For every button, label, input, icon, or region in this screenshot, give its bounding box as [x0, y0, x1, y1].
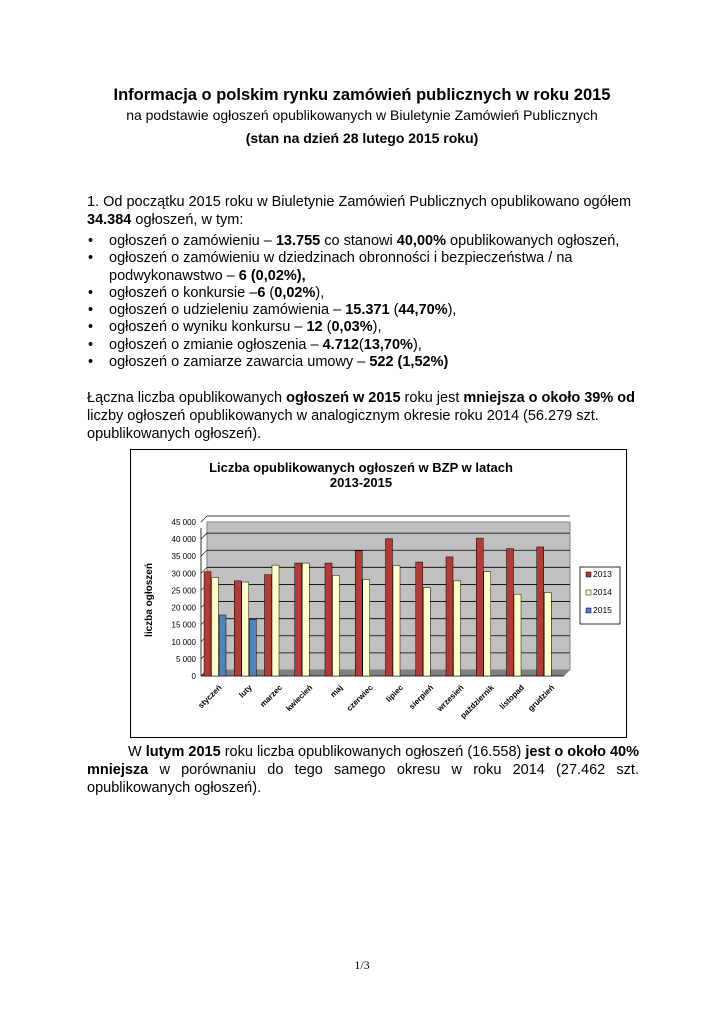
february-text: roku liczba opublikowanych ogłoszeń (16.558) [220, 744, 526, 760]
bar-2014 [393, 565, 400, 676]
list-item-text: ogłoszeń o zmianie ogłoszenia – [109, 336, 323, 353]
list-item [87, 250, 639, 285]
list-item-text: opublikowanych ogłoszeń, [445, 233, 620, 249]
document-title: Informacja o polskim rynku zamówień publicznych w roku 2015 [113, 86, 611, 104]
bar-2013 [355, 551, 362, 676]
y-tick-label: 35 000 [171, 552, 196, 562]
bar-2013 [234, 581, 241, 676]
x-tick-label: styczeń [196, 683, 224, 711]
list-item-text: co stanowi [320, 233, 397, 249]
list-item-text: ), [412, 336, 422, 353]
bar-chart [131, 450, 626, 737]
bar-2014 [484, 572, 491, 676]
list-item-count: 6 [257, 284, 266, 301]
x-tick-label: lipiec [384, 683, 406, 704]
list-item-text: ( [322, 319, 332, 336]
legend-label-2015: 2015 [593, 605, 612, 615]
legend-swatch-2015 [586, 608, 591, 613]
bar-2014 [454, 581, 461, 676]
bar-2013 [265, 575, 272, 676]
bar-2014 [544, 592, 551, 676]
bar-2013 [476, 538, 483, 676]
summary-text: liczby ogłoszeń opublikowanych w analogicznym okresie roku 2014 (56.279 szt. opublikowanych ogłoszeń). [87, 408, 599, 442]
bar-2014 [302, 563, 309, 676]
bar-2015 [219, 615, 226, 676]
y-tick-label: 30 000 [171, 569, 196, 579]
list-item-text: ogłoszeń o zamiarze zawarcia umowy – [109, 354, 370, 371]
intro-total: 34.384 [87, 212, 132, 228]
x-tick-label: marzec [258, 683, 285, 709]
bar-2013 [295, 563, 302, 676]
x-tick-label: maj [328, 683, 345, 700]
y-tick-label: 15 000 [171, 620, 196, 630]
bar-2013 [507, 549, 514, 676]
y-tick-label: 20 000 [171, 603, 196, 613]
list-item-text: ogłoszeń o udzieleniu zamówienia – [109, 302, 346, 319]
list-item-text: ( [265, 284, 275, 301]
bar-2013 [537, 547, 544, 676]
list-item-text: ogłoszeń o konkursie – [109, 284, 258, 301]
intro-paragraph [87, 193, 639, 229]
x-tick-label: listopad [497, 683, 527, 712]
bar-2015 [249, 619, 256, 676]
february-text: w porównaniu do tego samego okresu w roku 2014 (27.462 szt. opublikowanych ogłoszeń). [87, 762, 639, 796]
bar-2014 [423, 588, 430, 676]
bar-2013 [446, 557, 453, 676]
intro-text-1: 1. Od początku 2015 roku w Biuletynie Zamówień Publicznych opublikowano ogółem [87, 194, 632, 210]
gridline-side [201, 516, 207, 522]
february-emphasis: lutym 2015 [145, 744, 221, 760]
list-item [87, 285, 639, 302]
list-item-text: ), [372, 319, 382, 336]
list-item-share: 44,70% [398, 302, 448, 319]
list-item-count: 4.712 [322, 336, 359, 353]
list-item-text: ), [315, 284, 325, 301]
list-item-text: ), [447, 302, 457, 319]
summary-paragraph [87, 389, 639, 443]
legend-swatch-2013 [586, 572, 591, 577]
bar-2013 [416, 562, 423, 676]
bar-2014 [333, 575, 340, 676]
list-item-count: 15.371 [345, 302, 390, 319]
legend-label-2013: 2013 [593, 569, 612, 579]
bar-2013 [386, 539, 393, 676]
list-item-text: ( [389, 302, 399, 319]
x-tick-label: sierpień [407, 683, 436, 712]
y-tick-label: 45 000 [171, 518, 196, 527]
y-tick-label: 0 [191, 672, 196, 681]
document-subtitle: na podstawie ogłoszeń opublikowanych w Biuletynie Zamówień Publicznych [126, 107, 598, 123]
chart-title-line-1: Liczba opublikowanych ogłoszeń w BZP w latach [209, 460, 513, 475]
list-item-share: 40,00% [396, 233, 446, 249]
x-tick-label: wrzesień [435, 683, 466, 714]
summary-emphasis: ogłoszeń w 2015 [286, 390, 401, 406]
chart-frame [130, 449, 627, 738]
x-tick-label: czerwiec [344, 683, 375, 714]
y-axis-label: liczba ogłoszeń [144, 563, 155, 637]
february-text: W [128, 744, 146, 760]
notice-list [87, 233, 639, 371]
list-item-text: ogłoszeń o zamówieniu – [109, 233, 276, 249]
list-item [87, 354, 639, 371]
gridline-side [201, 533, 207, 539]
y-tick-label: 10 000 [171, 637, 196, 647]
bar-2014 [242, 582, 249, 676]
list-item [87, 319, 639, 336]
chart-title-line-2: 2013-2015 [329, 475, 393, 490]
gridline-side [201, 550, 207, 556]
x-tick-label: grudzień [526, 683, 557, 713]
summary-text: Łączna liczba opublikowanych [87, 390, 287, 406]
list-item [87, 233, 639, 250]
legend-swatch-2014 [586, 590, 591, 595]
document-date: (stan na dzień 28 lutego 2015 roku) [245, 130, 479, 146]
list-item [87, 302, 639, 319]
list-item-count: 13.755 [275, 233, 321, 249]
list-item-text: ogłoszeń o zamówieniu w dziedzinach obronności i bezpieczeństwa / na podwykonawstwo – [109, 250, 573, 284]
y-tick-label: 25 000 [171, 586, 196, 596]
bar-2014 [272, 565, 279, 676]
page-number: 1/3 [354, 958, 370, 972]
list-item [87, 337, 639, 354]
february-paragraph [87, 743, 639, 797]
summary-text: roku jest [400, 390, 464, 406]
bar-2013 [204, 572, 211, 676]
bar-2014 [363, 579, 370, 676]
bar-2014 [212, 577, 219, 676]
y-tick-label: 5 000 [175, 654, 196, 664]
list-item-share: 0,03% [331, 319, 373, 336]
y-tick-label: 40 000 [171, 535, 196, 545]
list-item-text: ( [358, 336, 364, 353]
summary-emphasis: mniejsza o około 39% od [463, 390, 636, 406]
bar-2013 [325, 563, 332, 676]
bar-2014 [514, 594, 521, 676]
list-item-share: 0,02% [274, 284, 316, 301]
x-tick-label: październik [458, 683, 496, 721]
list-item-count: 522 (1,52%) [369, 354, 449, 371]
list-item-share: 13,70% [363, 336, 413, 353]
list-item-count: 12 [306, 319, 323, 336]
x-tick-label: kwiecień [284, 683, 315, 714]
legend-label-2014: 2014 [593, 587, 612, 597]
intro-text-2: ogłoszeń, w tym: [131, 212, 244, 228]
list-item-count: 6 (0,02%), [238, 267, 306, 284]
x-tick-label: luty [237, 683, 254, 700]
february-emphasis: jest o około 40% mniejsza [87, 744, 639, 778]
list-item-text: ogłoszeń o wyniku konkursu – [109, 319, 307, 336]
